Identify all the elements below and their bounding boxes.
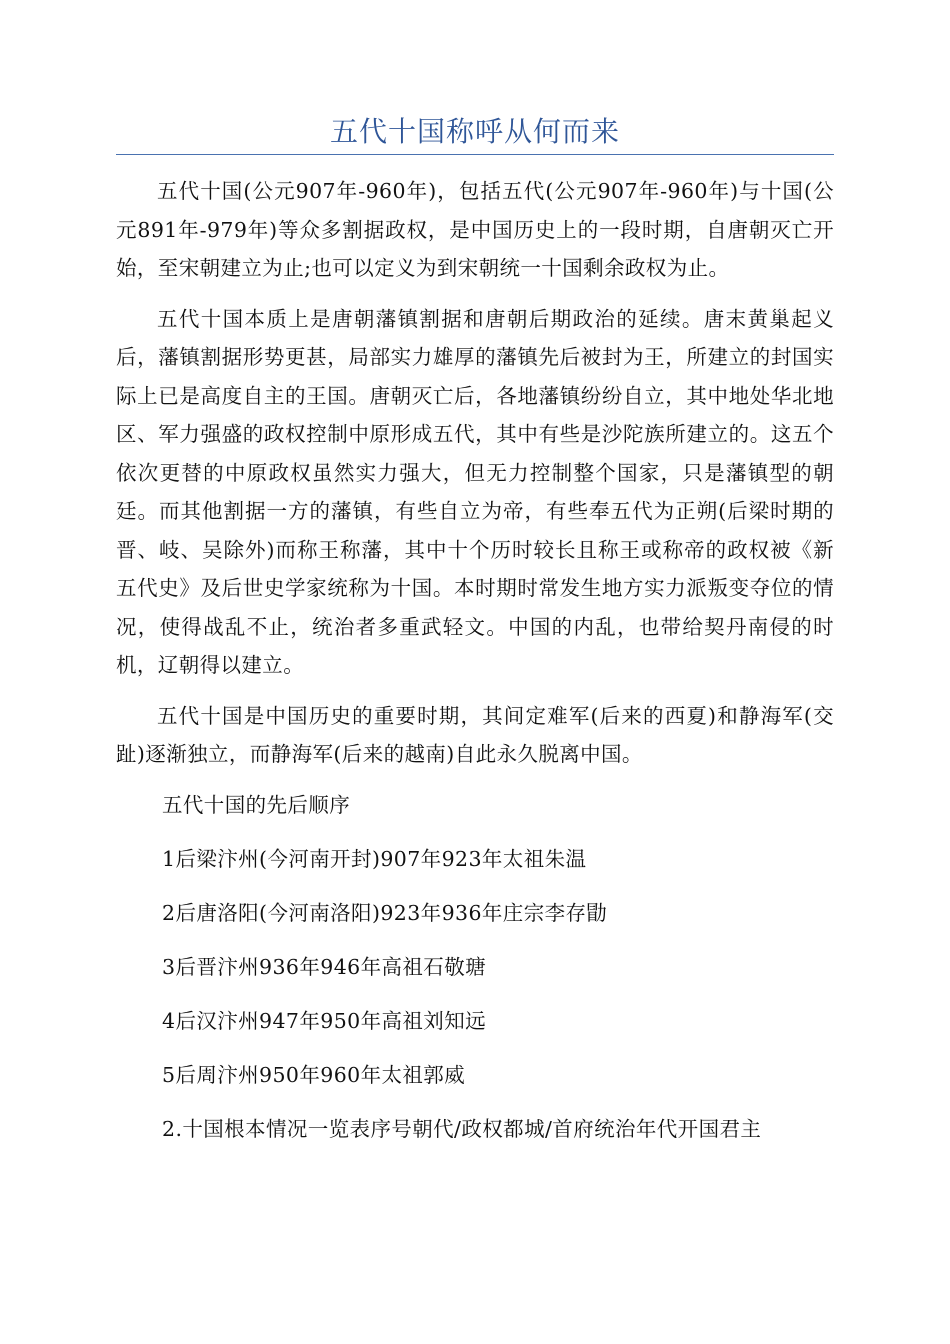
dynasty-line-later-han: 4后汉汴州947年950年高祖刘知远: [162, 1008, 486, 1033]
title-underline: [116, 154, 834, 155]
dynasty-line-later-tang: 2后唐洛阳(今河南洛阳)923年936年庄宗李存勖: [162, 900, 608, 925]
paragraph-intro: 五代十国(公元907年-960年)，包括五代(公元907年-960年)与十国(公元891年-979年)等众多割据政权，是中国历史上的一段时期，自唐朝灭亡开始，至宋朝建立为止;也可以定义为到宋朝统一十国剩余政权为止。: [116, 179, 834, 280]
ten-kingdoms-table-heading: 2.十国根本情况一览表序号朝代/政权都城/首府统治年代开国君主: [162, 1116, 762, 1141]
paragraph-nature: 五代十国本质上是唐朝藩镇割据和唐朝后期政治的延续。唐末黄巢起义后，藩镇割据形势更甚，局部实力雄厚的藩镇先后被封为王，所建立的封国实际上已是高度自主的王国。唐朝灭亡后，各地藩镇纷纷自立，其中地处华北地区、军力强盛的政权控制中原形成五代，其中有些是沙陀族所建立的。这五个依次更替的中原政权虽然实力强大，但无力控制整个国家，只是藩镇型的朝廷。而其他割据一方的藩镇，有些自立为帝，有些奉五代为正朔(后梁时期的晋、岐、吴除外)而称王称藩，其中十个历时较长且称王或称帝的政权被《新五代史》及后世史学家统称为十国。本时期时常发生地方实力派叛变夺位的情况，使得战乱不止，统治者多重武轻文。中国的内乱，也带给契丹南侵的时机，辽朝得以建立。: [116, 306, 834, 677]
dynasty-line-later-liang: 1后梁汴州(今河南开封)907年923年太祖朱温: [162, 846, 587, 871]
document-title: 五代十国称呼从何而来: [329, 115, 620, 148]
paragraph-significance: 五代十国是中国历史的重要时期，其间定难军(后来的西夏)和静海军(交趾)逐渐独立，而静海军(后来的越南)自此永久脱离中国。: [116, 703, 834, 766]
dynasty-line-later-zhou: 5后周汴州950年960年太祖郭威: [162, 1062, 466, 1087]
document-body: [116, 172, 834, 1164]
dynasty-line-later-jin: 3后晋汴州936年946年高祖石敬瑭: [162, 954, 486, 979]
sequence-heading: 五代十国的先后顺序: [162, 792, 351, 817]
